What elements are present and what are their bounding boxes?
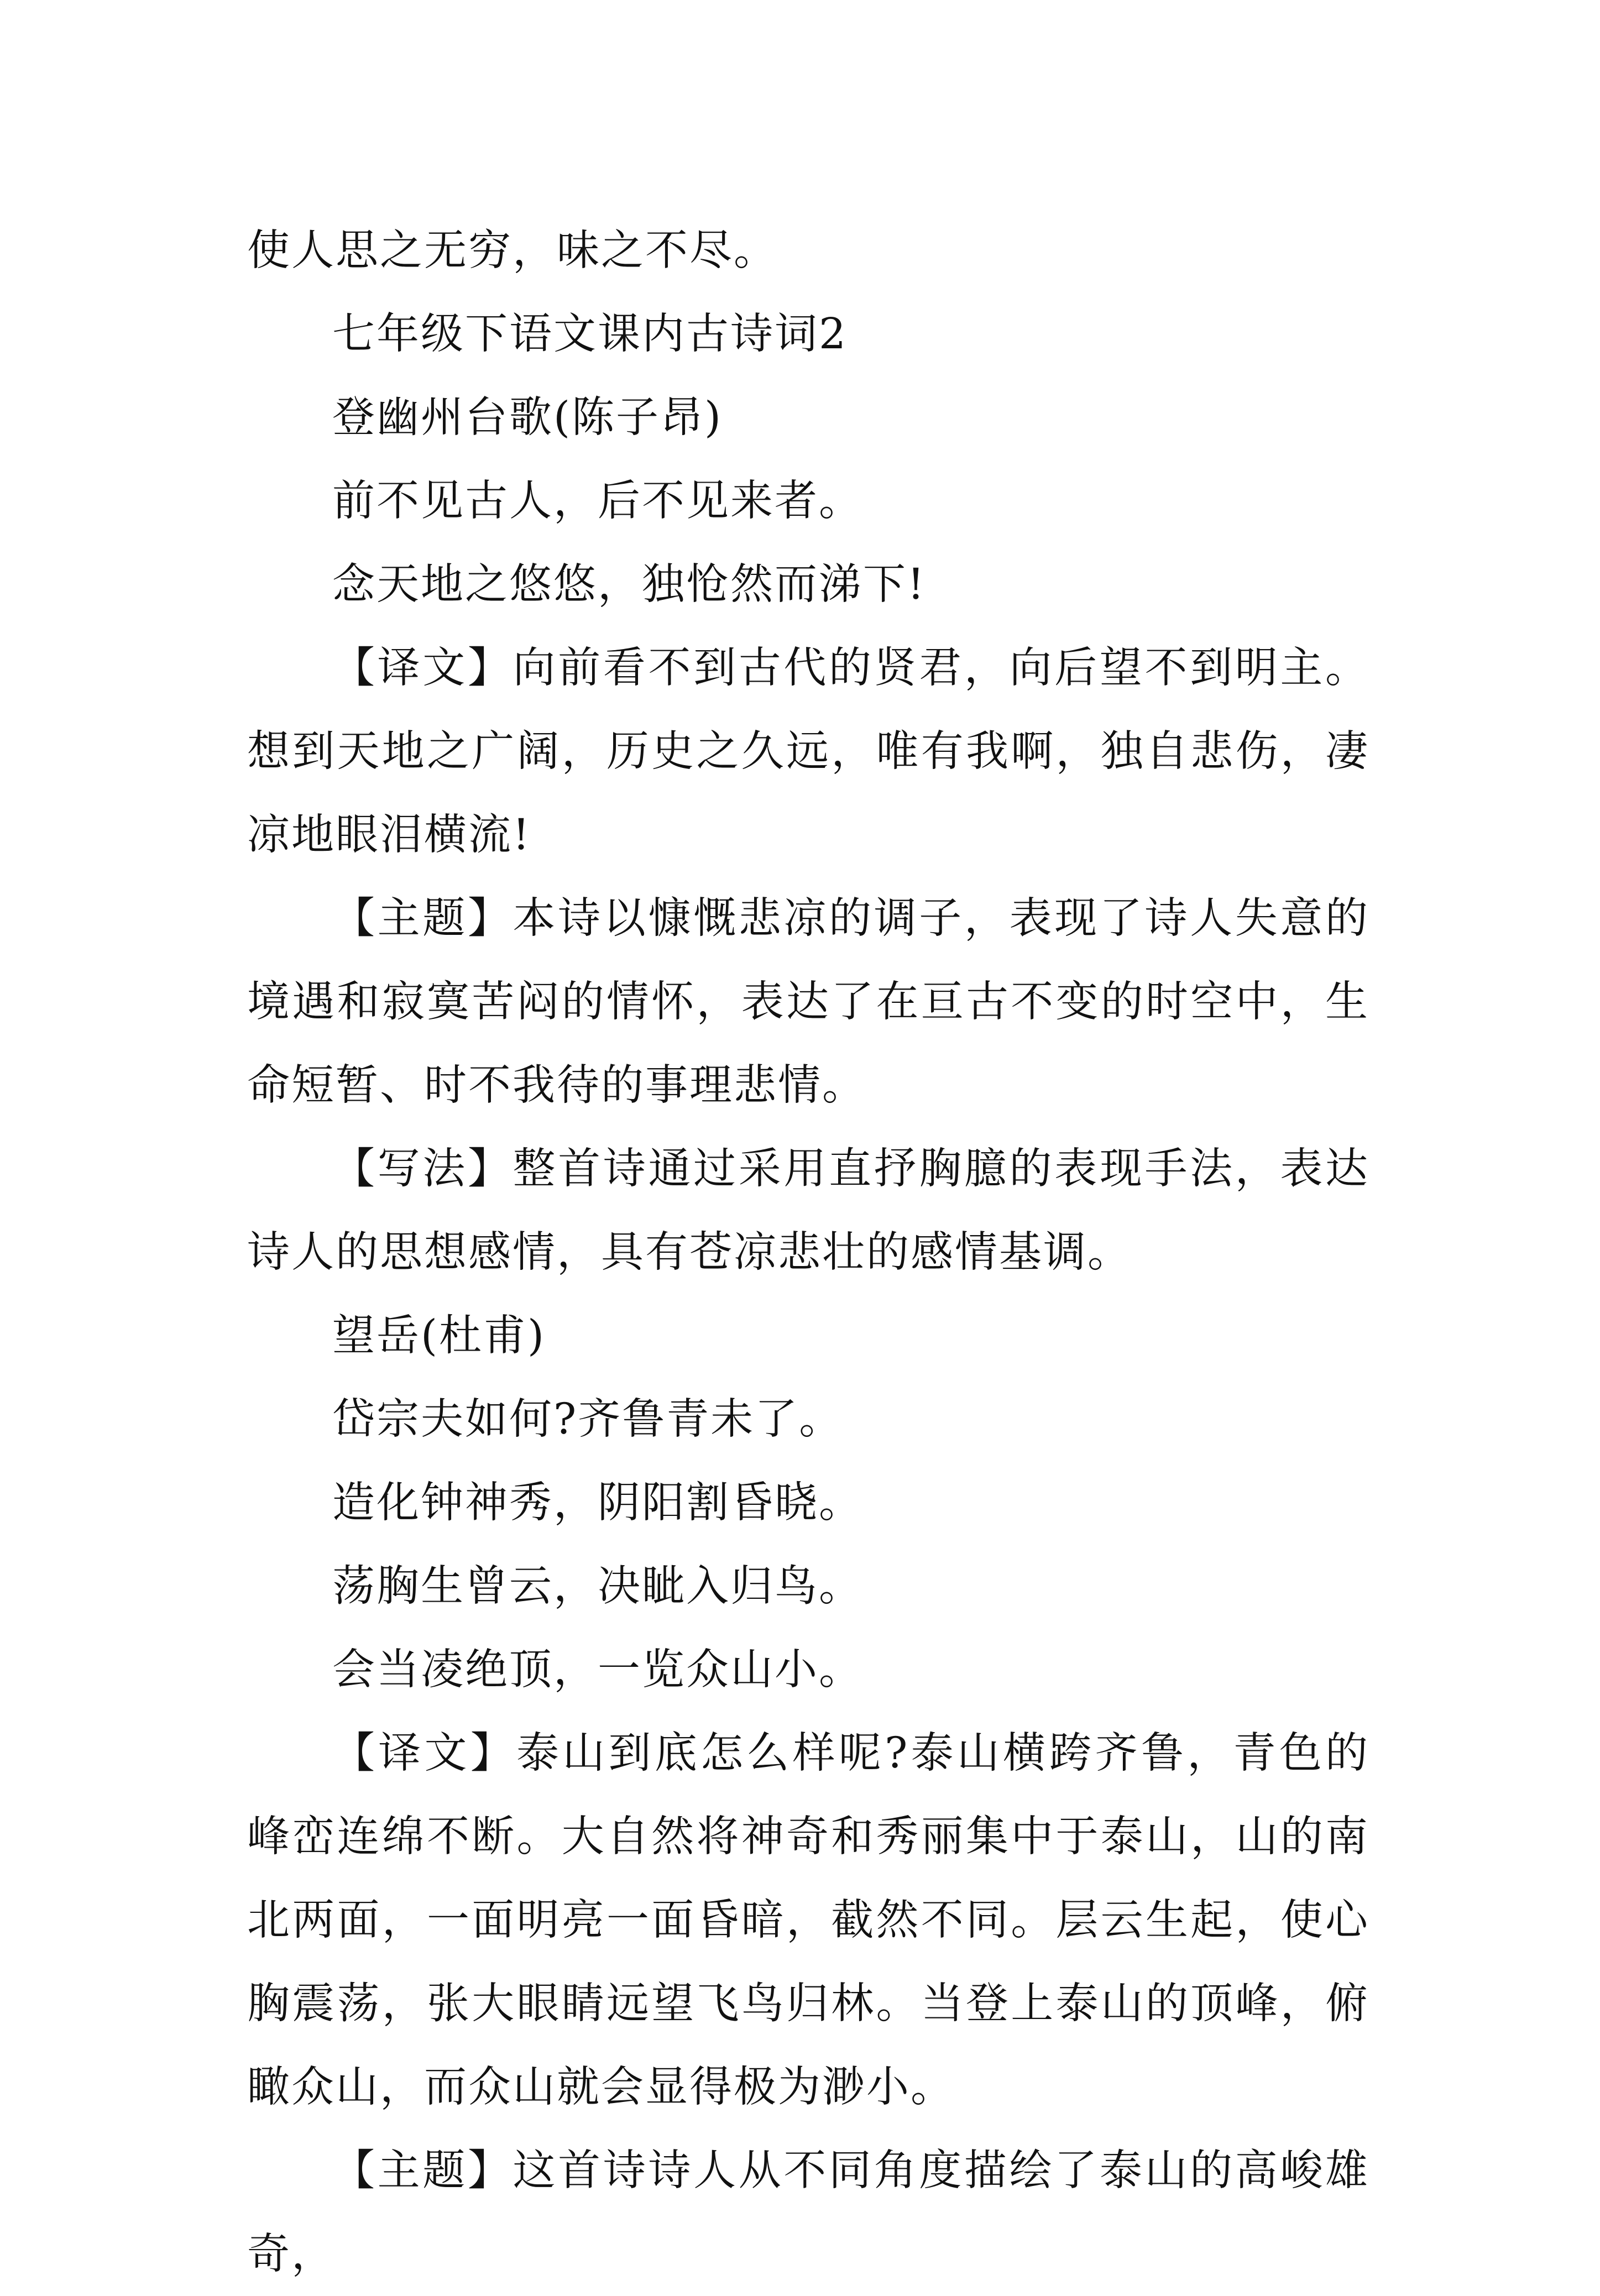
document-body	[247, 209, 1369, 2296]
poem-line: 造化钟神秀，阴阳割昏晓。	[332, 1478, 863, 1528]
translation-paragraph: 【译文】泰山到底怎么样呢?泰山横跨齐鲁，青色的峰峦连绵不断。大自然将神奇和秀丽集中于泰山，山的南北两面，一面明亮一面昏暗，截然不同。层云生起，使心胸震荡，张大眼睛远望飞鸟归林。当登上泰山的顶峰，俯瞰众山，而众山就会显得极为渺小。	[247, 1729, 1369, 2112]
section-heading: 七年级下语文课内古诗词2	[332, 310, 848, 359]
poem-title: 登幽州台歌(陈子昂)	[332, 393, 723, 442]
translation-paragraph: 【译文】向前看不到古代的贤君，向后望不到明主。想到天地之广阔，历史之久远，唯有我啊，独自悲伤，凄凉地眼泪横流!	[247, 644, 1369, 860]
theme-paragraph: 【主题】这首诗诗人从不同角度描绘了泰山的高峻雄奇，	[247, 2146, 1369, 2279]
poem-line: 念天地之悠悠，独怆然而涕下!	[332, 560, 926, 609]
poem-line: 荡胸生曾云，决眦入归鸟。	[332, 1562, 863, 1611]
paragraph-continuation: 使人思之无穷，味之不尽。	[247, 226, 778, 275]
theme-paragraph: 【主题】本诗以慷慨悲凉的调子，表现了诗人失意的境遇和寂寞苦闷的情怀，表达了在亘古不变的时空中，生命短暂、时不我待的事理悲情。	[247, 894, 1369, 1110]
poem-line: 岱宗夫如何?齐鲁青未了。	[332, 1395, 844, 1444]
technique-paragraph: 【写法】整首诗通过采用直抒胸臆的表现手法，表达诗人的思想感情，具有苍凉悲壮的感情基调。	[247, 1144, 1369, 1277]
poem-line: 前不见古人，后不见来者。	[332, 477, 863, 526]
poem-title: 望岳(杜甫)	[332, 1311, 546, 1361]
poem-line: 会当凌绝顶，一览众山小。	[332, 1645, 863, 1694]
